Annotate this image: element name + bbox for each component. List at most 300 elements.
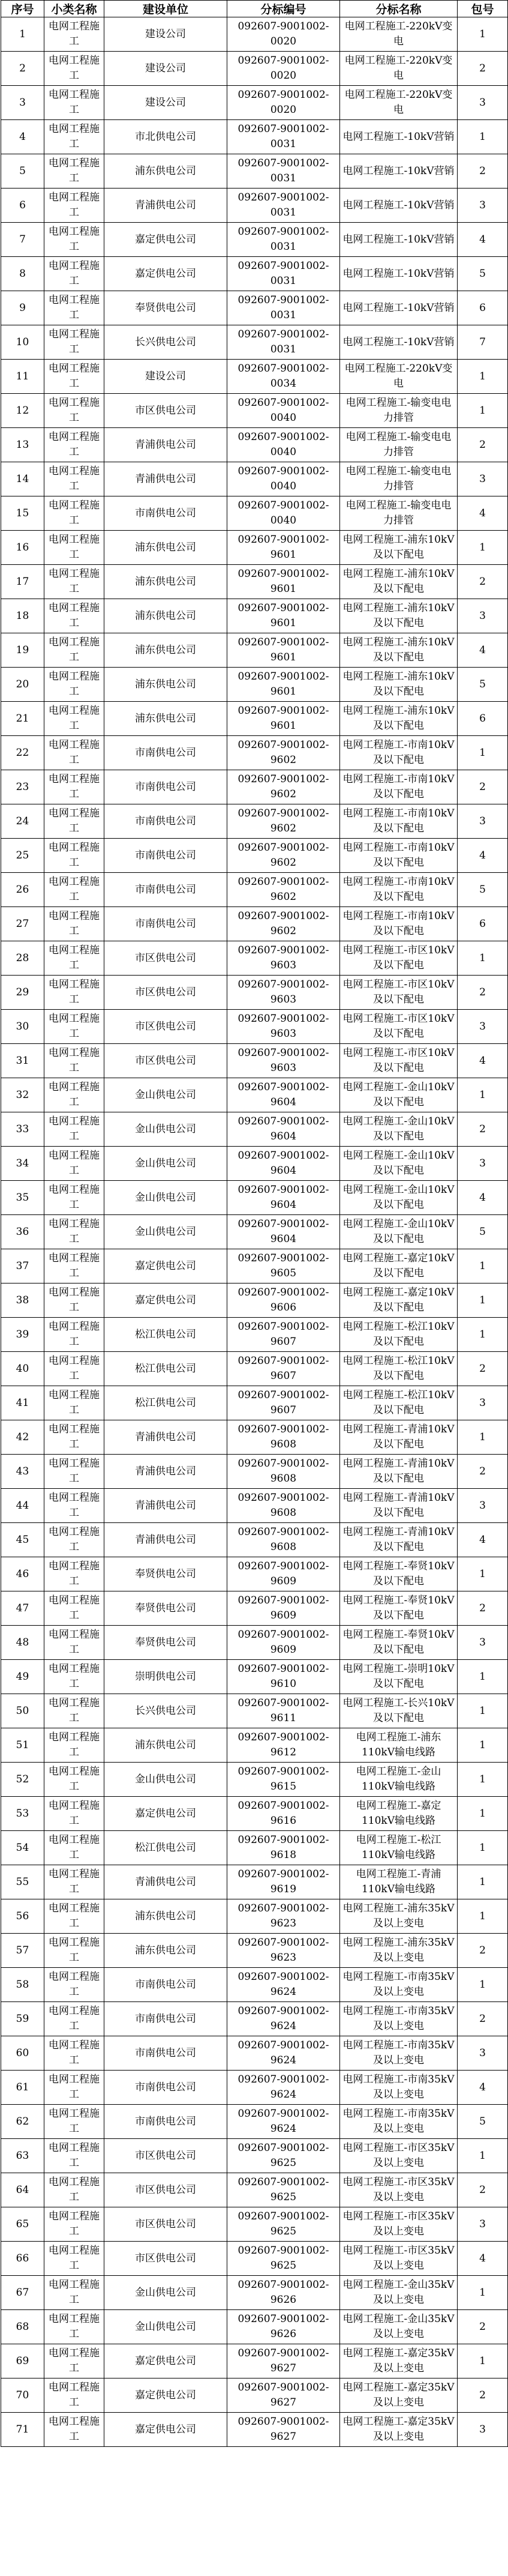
cell-unit: 青浦供电公司 [104,1523,227,1557]
table-row [1,907,508,941]
cell-type: 电网工程施工 [44,257,104,291]
cell-pkg: 2 [458,1112,508,1147]
cell-code: 092607-9001002-9618 [227,1831,340,1865]
table-row [1,1147,508,1181]
cell-seq: 31 [1,1044,44,1078]
cell-type: 电网工程施工 [44,1283,104,1318]
cell-unit: 嘉定供电公司 [104,1283,227,1318]
cell-name: 电网工程施工-崇明10kV及以下配电 [340,1660,458,1694]
cell-unit: 市南供电公司 [104,736,227,770]
cell-name: 电网工程施工-青浦10kV及以下配电 [340,1523,458,1557]
table-row [1,2036,508,2071]
cell-code: 092607-9001002-9626 [227,2310,340,2344]
cell-seq: 38 [1,1283,44,1318]
cell-name: 电网工程施工-市南10kV及以下配电 [340,770,458,804]
cell-name: 电网工程施工-嘉定110kV输电线路 [340,1797,458,1831]
cell-unit: 市区供电公司 [104,2139,227,2173]
cell-code: 092607-9001002-9602 [227,839,340,873]
cell-name: 电网工程施工-金山10kV及以下配电 [340,1112,458,1147]
cell-pkg: 2 [458,565,508,599]
cell-unit: 长兴供电公司 [104,325,227,360]
cell-seq: 65 [1,2207,44,2242]
cell-unit: 青浦供电公司 [104,1455,227,1489]
cell-pkg: 5 [458,1215,508,1249]
cell-seq: 7 [1,223,44,257]
cell-name: 电网工程施工-浦东10kV及以下配电 [340,702,458,736]
cell-code: 092607-9001002-9602 [227,770,340,804]
table-row [1,1249,508,1283]
table-row [1,2276,508,2310]
cell-code: 092607-9001002-9604 [227,1112,340,1147]
cell-seq: 61 [1,2071,44,2105]
cell-seq: 35 [1,1181,44,1215]
table-row [1,1694,508,1728]
cell-name: 电网工程施工-浦东35kV及以上变电 [340,1934,458,1968]
table-row [1,17,508,52]
cell-seq: 12 [1,394,44,428]
cell-name: 电网工程施工-松江10kV及以下配电 [340,1386,458,1420]
cell-type: 电网工程施工 [44,565,104,599]
cell-type: 电网工程施工 [44,1899,104,1934]
cell-unit: 嘉定供电公司 [104,2413,227,2447]
cell-unit: 长兴供电公司 [104,1694,227,1728]
cell-pkg: 4 [458,2071,508,2105]
cell-pkg: 1 [458,1899,508,1934]
cell-name: 电网工程施工-青浦110kV输电线路 [340,1865,458,1899]
cell-type: 电网工程施工 [44,736,104,770]
cell-seq: 36 [1,1215,44,1249]
cell-seq: 18 [1,599,44,633]
cell-code: 092607-9001002-9604 [227,1181,340,1215]
cell-name: 电网工程施工-市南10kV及以下配电 [340,839,458,873]
cell-seq: 10 [1,325,44,360]
cell-type: 电网工程施工 [44,2002,104,2036]
cell-pkg: 3 [458,2207,508,2242]
cell-pkg: 4 [458,633,508,668]
cell-name: 电网工程施工-220kV变电 [340,17,458,52]
cell-code: 092607-9001002-9601 [227,702,340,736]
cell-seq: 11 [1,360,44,394]
cell-code: 092607-9001002-9602 [227,873,340,907]
cell-code: 092607-9001002-9610 [227,1660,340,1694]
cell-code: 092607-9001002-9619 [227,1865,340,1899]
cell-pkg: 1 [458,1557,508,1591]
cell-type: 电网工程施工 [44,1420,104,1455]
cell-type: 电网工程施工 [44,189,104,223]
cell-type: 电网工程施工 [44,1763,104,1797]
cell-type: 电网工程施工 [44,976,104,1010]
cell-seq: 49 [1,1660,44,1694]
table-row [1,565,508,599]
cell-pkg: 2 [458,2173,508,2207]
cell-unit: 金山供电公司 [104,1181,227,1215]
cell-code: 092607-9001002-9607 [227,1318,340,1352]
cell-seq: 5 [1,154,44,189]
table-row [1,462,508,496]
cell-code: 092607-9001002-9602 [227,907,340,941]
cell-pkg: 4 [458,1044,508,1078]
cell-type: 电网工程施工 [44,702,104,736]
table-row [1,120,508,154]
cell-unit: 金山供电公司 [104,1112,227,1147]
cell-pkg: 2 [458,154,508,189]
cell-seq: 4 [1,120,44,154]
table-row [1,2105,508,2139]
table-row [1,1831,508,1865]
cell-code: 092607-9001002-9624 [227,1968,340,2002]
table-row [1,360,508,394]
cell-pkg: 1 [458,1797,508,1831]
cell-pkg: 2 [458,976,508,1010]
cell-type: 电网工程施工 [44,1318,104,1352]
cell-seq: 66 [1,2242,44,2276]
cell-name: 电网工程施工-10kV营销 [340,257,458,291]
cell-name: 电网工程施工-市区35kV及以上变电 [340,2173,458,2207]
cell-seq: 67 [1,2276,44,2310]
cell-unit: 青浦供电公司 [104,462,227,496]
header-unit: 建设单位 [104,1,227,17]
cell-code: 092607-9001002-0031 [227,189,340,223]
cell-name: 电网工程施工-浦东110kV输电线路 [340,1728,458,1763]
cell-pkg: 1 [458,17,508,52]
cell-seq: 33 [1,1112,44,1147]
cell-pkg: 1 [458,1249,508,1283]
cell-seq: 39 [1,1318,44,1352]
cell-name: 电网工程施工-输变电电力排管 [340,462,458,496]
cell-code: 092607-9001002-9623 [227,1934,340,1968]
table-header-row [1,1,508,17]
cell-seq: 63 [1,2139,44,2173]
cell-unit: 浦东供电公司 [104,668,227,702]
cell-unit: 市南供电公司 [104,1968,227,2002]
cell-name: 电网工程施工-220kV变电 [340,86,458,120]
cell-name: 电网工程施工-市南35kV及以上变电 [340,2105,458,2139]
cell-unit: 市区供电公司 [104,2207,227,2242]
cell-type: 电网工程施工 [44,1831,104,1865]
cell-unit: 浦东供电公司 [104,154,227,189]
cell-name: 电网工程施工-浦东35kV及以上变电 [340,1899,458,1934]
cell-type: 电网工程施工 [44,531,104,565]
cell-type: 电网工程施工 [44,17,104,52]
cell-name: 电网工程施工-金山10kV及以下配电 [340,1215,458,1249]
cell-type: 电网工程施工 [44,2139,104,2173]
cell-name: 电网工程施工-金山35kV及以上变电 [340,2276,458,2310]
cell-type: 电网工程施工 [44,1557,104,1591]
cell-unit: 浦东供电公司 [104,1728,227,1763]
cell-seq: 62 [1,2105,44,2139]
cell-code: 092607-9001002-9625 [227,2173,340,2207]
cell-code: 092607-9001002-9609 [227,1591,340,1626]
cell-code: 092607-9001002-9601 [227,668,340,702]
cell-seq: 6 [1,189,44,223]
cell-unit: 金山供电公司 [104,1147,227,1181]
table-row [1,941,508,976]
cell-code: 092607-9001002-9623 [227,1899,340,1934]
cell-seq: 56 [1,1899,44,1934]
cell-name: 电网工程施工-嘉定10kV及以下配电 [340,1249,458,1283]
cell-pkg: 2 [458,52,508,86]
cell-seq: 24 [1,804,44,839]
cell-unit: 浦东供电公司 [104,1934,227,1968]
cell-type: 电网工程施工 [44,325,104,360]
cell-seq: 44 [1,1489,44,1523]
table-row [1,2344,508,2378]
table-row [1,770,508,804]
cell-type: 电网工程施工 [44,873,104,907]
table-row [1,496,508,531]
cell-pkg: 1 [458,1078,508,1112]
table-row [1,1763,508,1797]
cell-type: 电网工程施工 [44,1010,104,1044]
cell-name: 电网工程施工-市南10kV及以下配电 [340,804,458,839]
cell-unit: 市南供电公司 [104,907,227,941]
cell-name: 电网工程施工-市南35kV及以上变电 [340,2036,458,2071]
header-pkg: 包号 [458,1,508,17]
cell-unit: 嘉定供电公司 [104,257,227,291]
table-row [1,1728,508,1763]
cell-type: 电网工程施工 [44,668,104,702]
cell-pkg: 2 [458,770,508,804]
cell-unit: 奉贤供电公司 [104,291,227,325]
cell-seq: 59 [1,2002,44,2036]
table-row [1,1797,508,1831]
cell-pkg: 1 [458,394,508,428]
cell-unit: 市区供电公司 [104,2242,227,2276]
cell-pkg: 1 [458,1865,508,1899]
table-row [1,1626,508,1660]
table-row [1,2310,508,2344]
cell-name: 电网工程施工-浦东10kV及以下配电 [340,633,458,668]
cell-unit: 市区供电公司 [104,941,227,976]
cell-type: 电网工程施工 [44,633,104,668]
table-row [1,1489,508,1523]
cell-code: 092607-9001002-9626 [227,2276,340,2310]
cell-unit: 金山供电公司 [104,2276,227,2310]
table-row [1,633,508,668]
cell-name: 电网工程施工-市南35kV及以上变电 [340,2002,458,2036]
cell-code: 092607-9001002-0040 [227,496,340,531]
cell-pkg: 5 [458,873,508,907]
cell-pkg: 3 [458,2036,508,2071]
cell-type: 电网工程施工 [44,1694,104,1728]
cell-type: 电网工程施工 [44,1044,104,1078]
cell-unit: 市南供电公司 [104,770,227,804]
table-row [1,1044,508,1078]
cell-unit: 市南供电公司 [104,2002,227,2036]
cell-unit: 嘉定供电公司 [104,2344,227,2378]
cell-code: 092607-9001002-0040 [227,428,340,462]
cell-unit: 建设公司 [104,360,227,394]
cell-type: 电网工程施工 [44,496,104,531]
cell-unit: 市区供电公司 [104,2173,227,2207]
cell-pkg: 1 [458,1831,508,1865]
table-row [1,1386,508,1420]
cell-name: 电网工程施工-市区10kV及以下配电 [340,976,458,1010]
cell-name: 电网工程施工-10kV营销 [340,325,458,360]
cell-code: 092607-9001002-9607 [227,1352,340,1386]
table-row [1,1934,508,1968]
table-row [1,1078,508,1112]
cell-code: 092607-9001002-9606 [227,1283,340,1318]
cell-pkg: 3 [458,1147,508,1181]
cell-code: 092607-9001002-9615 [227,1763,340,1797]
cell-pkg: 3 [458,804,508,839]
cell-code: 092607-9001002-9604 [227,1215,340,1249]
cell-unit: 嘉定供电公司 [104,2378,227,2413]
cell-name: 电网工程施工-松江10kV及以下配电 [340,1352,458,1386]
cell-type: 电网工程施工 [44,2344,104,2378]
cell-code: 092607-9001002-0031 [227,120,340,154]
table-row [1,668,508,702]
cell-pkg: 3 [458,1010,508,1044]
cell-name: 电网工程施工-10kV营销 [340,120,458,154]
table-row [1,1660,508,1694]
cell-type: 电网工程施工 [44,1112,104,1147]
header-code: 分标编号 [227,1,340,17]
cell-name: 电网工程施工-青浦10kV及以下配电 [340,1455,458,1489]
cell-name: 电网工程施工-青浦10kV及以下配电 [340,1489,458,1523]
cell-unit: 浦东供电公司 [104,702,227,736]
cell-name: 电网工程施工-10kV营销 [340,189,458,223]
cell-pkg: 4 [458,223,508,257]
cell-type: 电网工程施工 [44,839,104,873]
cell-seq: 14 [1,462,44,496]
header-type: 小类名称 [44,1,104,17]
cell-unit: 建设公司 [104,52,227,86]
cell-type: 电网工程施工 [44,1728,104,1763]
cell-unit: 市区供电公司 [104,976,227,1010]
cell-seq: 20 [1,668,44,702]
cell-name: 电网工程施工-10kV营销 [340,223,458,257]
cell-unit: 奉贤供电公司 [104,1591,227,1626]
cell-code: 092607-9001002-9603 [227,941,340,976]
cell-name: 电网工程施工-嘉定35kV及以上变电 [340,2344,458,2378]
table-row [1,1215,508,1249]
cell-name: 电网工程施工-市南10kV及以下配电 [340,873,458,907]
table-row [1,291,508,325]
cell-seq: 34 [1,1147,44,1181]
cell-unit: 市区供电公司 [104,1044,227,1078]
table-row [1,1318,508,1352]
cell-pkg: 3 [458,462,508,496]
cell-seq: 70 [1,2378,44,2413]
cell-code: 092607-9001002-9602 [227,736,340,770]
table-row [1,2071,508,2105]
table-row [1,1283,508,1318]
cell-seq: 50 [1,1694,44,1728]
cell-pkg: 6 [458,702,508,736]
table-row [1,2378,508,2413]
cell-name: 电网工程施工-10kV营销 [340,154,458,189]
cell-pkg: 5 [458,668,508,702]
table-row [1,1865,508,1899]
table-row [1,599,508,633]
cell-name: 电网工程施工-输变电电力排管 [340,428,458,462]
cell-pkg: 3 [458,2413,508,2447]
cell-pkg: 1 [458,941,508,976]
cell-seq: 43 [1,1455,44,1489]
cell-unit: 市南供电公司 [104,2071,227,2105]
cell-type: 电网工程施工 [44,1591,104,1626]
cell-name: 电网工程施工-金山110kV输电线路 [340,1763,458,1797]
cell-code: 092607-9001002-9627 [227,2344,340,2378]
cell-type: 电网工程施工 [44,1797,104,1831]
cell-name: 电网工程施工-市南10kV及以下配电 [340,907,458,941]
cell-seq: 8 [1,257,44,291]
table-row [1,804,508,839]
cell-type: 电网工程施工 [44,1934,104,1968]
table-row [1,976,508,1010]
cell-pkg: 1 [458,531,508,565]
cell-name: 电网工程施工-浦东10kV及以下配电 [340,565,458,599]
cell-pkg: 1 [458,1763,508,1797]
cell-seq: 47 [1,1591,44,1626]
cell-seq: 15 [1,496,44,531]
cell-type: 电网工程施工 [44,941,104,976]
cell-code: 092607-9001002-9616 [227,1797,340,1831]
cell-seq: 21 [1,702,44,736]
cell-unit: 金山供电公司 [104,1215,227,1249]
table-row [1,52,508,86]
table-row [1,1557,508,1591]
cell-name: 电网工程施工-金山10kV及以下配电 [340,1181,458,1215]
cell-code: 092607-9001002-9627 [227,2413,340,2447]
cell-type: 电网工程施工 [44,1660,104,1694]
cell-code: 092607-9001002-9601 [227,565,340,599]
table-row [1,1591,508,1626]
table-row [1,1112,508,1147]
cell-seq: 17 [1,565,44,599]
cell-unit: 崇明供电公司 [104,1660,227,1694]
table-row [1,1352,508,1386]
cell-seq: 42 [1,1420,44,1455]
cell-name: 电网工程施工-220kV变电 [340,52,458,86]
cell-pkg: 4 [458,1181,508,1215]
cell-name: 电网工程施工-输变电电力排管 [340,496,458,531]
cell-code: 092607-9001002-9625 [227,2207,340,2242]
cell-code: 092607-9001002-9612 [227,1728,340,1763]
cell-code: 092607-9001002-9601 [227,599,340,633]
cell-unit: 浦东供电公司 [104,1899,227,1934]
cell-name: 电网工程施工-奉贤10kV及以下配电 [340,1557,458,1591]
cell-pkg: 1 [458,360,508,394]
cell-seq: 48 [1,1626,44,1660]
cell-type: 电网工程施工 [44,2207,104,2242]
cell-seq: 55 [1,1865,44,1899]
cell-pkg: 3 [458,1489,508,1523]
table-row [1,2413,508,2447]
table-row [1,2139,508,2173]
cell-name: 电网工程施工-市区35kV及以上变电 [340,2207,458,2242]
cell-seq: 64 [1,2173,44,2207]
cell-code: 092607-9001002-9624 [227,2002,340,2036]
cell-type: 电网工程施工 [44,223,104,257]
cell-seq: 57 [1,1934,44,1968]
cell-unit: 金山供电公司 [104,1763,227,1797]
cell-unit: 市南供电公司 [104,839,227,873]
cell-code: 092607-9001002-9608 [227,1523,340,1557]
cell-seq: 51 [1,1728,44,1763]
cell-unit: 金山供电公司 [104,1078,227,1112]
cell-seq: 71 [1,2413,44,2447]
table-row [1,873,508,907]
cell-name: 电网工程施工-市南35kV及以上变电 [340,1968,458,2002]
cell-unit: 松江供电公司 [104,1831,227,1865]
cell-code: 092607-9001002-9601 [227,531,340,565]
cell-pkg: 5 [458,257,508,291]
cell-pkg: 1 [458,120,508,154]
cell-unit: 奉贤供电公司 [104,1557,227,1591]
